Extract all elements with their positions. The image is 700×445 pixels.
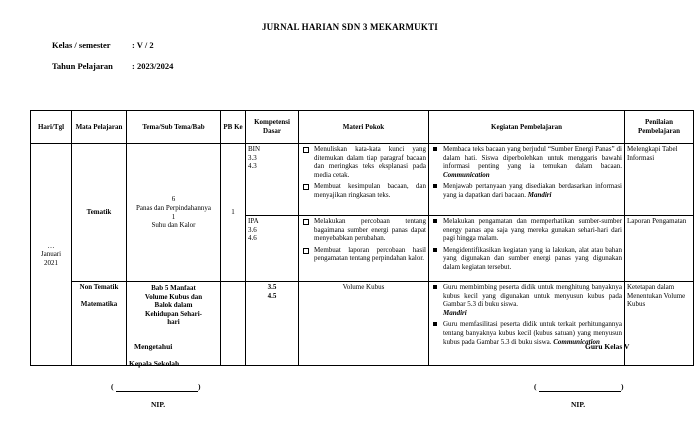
list-item: Membuat kesimpulan bacaan, dan menyajikan ringkasan teks. [301,182,426,199]
list-item [431,283,622,317]
header-penilaian: Penilaian Pembelajaran [625,111,694,144]
table-header-row [31,111,694,144]
tema-number: 6 [171,195,176,204]
paren-open-right: ( [534,382,537,391]
signature-right-line1: Guru Kelas V [585,342,630,351]
list-item [431,182,622,199]
materi-ipa-cell [299,216,429,282]
list-item: Menuliskan kata-kata kunci yang ditemukan dalam tiap paragraf bacaan dan meringkas teks eksplanasi pada media cetak. [301,145,426,179]
mapel-tematik: Tematik [72,144,127,282]
kegiatan-text: Menjawab pertanyaan yang disediakan berdasarkan informasi yang ia dapatkan dari bacaan. [443,182,622,199]
header-mapel: Mata Pelajaran [72,111,127,144]
hari-bulan: Januari [40,250,62,259]
kd-mtk-2: 4.5 [267,291,277,300]
mapel-matematika [72,282,127,366]
document-title: JURNAL HARIAN SDN 3 MEKARMUKTI [261,22,438,32]
signature-left-line1: Mengetahui [134,342,173,351]
signature-line-right [539,383,621,392]
kd-ipa-1: 3.6 [248,225,257,234]
kegiatan-tag: Communication [443,170,490,179]
kegiatan-text: Guru memfasilitasi peserta didik untuk terkait perhitungannya tentang banyaknya kubus kecil (kubus satuan) yang menyusun kubus pada Gambar 5.3 di buku siswa. [443,320,622,346]
pb-cell-empty [221,282,246,366]
kd-bin-1: 3.3 [248,153,257,162]
header-kegiatan: Kegiatan Pembelajaran [429,111,625,144]
table-row [31,144,694,216]
signature-left-line2: Kepala Sekolah [129,359,180,368]
tema-name: Panas dan Perpindahannya [135,203,212,212]
penilaian-ipa-cell: Laporan Pengamatan [625,216,694,282]
kd-bin-2: 4.3 [248,162,257,171]
penilaian-mtk-cell: Ketetapan dalam Menentukan Volume Kubus [625,282,694,366]
pb-cell: 1 [221,144,246,282]
penilaian-bin-cell: Melengkapi Tabel Informasi [625,144,694,216]
kegiatan-tag: Mandiri [443,308,467,317]
list-item: Membuat laporan percobaan hasil pengamatan tentang perpindahan kalor. [301,246,426,263]
table-row [31,282,694,366]
subtema-name: Suhu dan Kalor [151,221,196,230]
signature-line-left [116,383,198,392]
kegiatan-ipa-cell [429,216,625,282]
kelas-label: Kelas / semester [52,40,111,50]
mapel-matematika-label: Matematika [80,299,118,308]
header-materi: Materi Pokok [299,111,429,144]
subtema-number: 1 [171,212,176,221]
tahun-value: : 2023/2024 [132,61,174,71]
header-hari: Hari/Tgl [31,111,72,144]
kegiatan-text: Membaca teks bacaan yang berjudul “Sumber Energi Panas” di dalam hati. Siswa diperbolehkan untuk menggaris bawahi informasi penting yang ia temukan dalam bacaan. [443,145,622,171]
kd-bin-name: BIN [248,145,261,153]
nip-right: NIP. [571,400,586,409]
list-item: Mengidentifikasikan kegiatan yang ia lakukan, alat atau bahan yang digunakan dan sumber energi panas yang digunakan dalam kegiatan tersebut. [431,246,622,272]
list-item: Melakukan percobaan tentang bagaimana sumber energi panas dapat menyebabkan perubahan. [301,217,426,243]
header-tema: Tema/Sub Tema/Bab [127,111,221,144]
kd-bin-cell [246,144,299,216]
kegiatan-mtk-cell [429,282,625,366]
tema-cell [127,144,221,282]
kegiatan-tag: Mandiri [527,190,552,199]
kd-mtk-cell [246,282,299,366]
journal-table [30,110,694,366]
materi-mtk-cell: Volume Kubus [299,282,429,366]
kelas-value: : V / 2 [132,40,154,50]
tema-bab-cell: Bab 5 Manfaat Volume Kubus dan Balok dalam Kehidupan Sehari-hari [127,282,221,366]
kd-ipa-2: 4.6 [248,234,257,243]
header-pb: PB Ke [221,111,246,144]
paren-close-right: ) [621,382,624,391]
list-item: Melakukan pengamatan dan memperhatikan sumber-sumber energy panas apa saja yang mereka gunakan sehari-hari dari pagi hingga malam. [431,217,622,243]
paren-open-left: ( [111,382,114,391]
materi-bin-cell [299,144,429,216]
kd-ipa-cell [246,216,299,282]
mapel-non-tematik: Non Tematik [79,283,119,291]
nip-left: NIP. [151,400,166,409]
kegiatan-text: Guru membimbing peserta didik untuk menghitung banyaknya kubus kecil yang digunakan untuk menyusun kubus pada Gambar 5.3 di buku siswa. [443,283,622,309]
kd-ipa-name: IPA [248,217,259,225]
hari-dots: … [47,241,55,250]
kd-mtk-1: 3.5 [267,283,277,291]
paren-close-left: ) [198,382,201,391]
header-kd: Kompetensi Dasar [246,111,299,144]
hari-tahun: 2021 [44,258,58,267]
kegiatan-tag: Communication [553,337,600,346]
tahun-label: Tahun Pelajaran [52,61,113,71]
list-item [431,145,622,179]
hari-cell [31,144,72,366]
kegiatan-bin-cell [429,144,625,216]
